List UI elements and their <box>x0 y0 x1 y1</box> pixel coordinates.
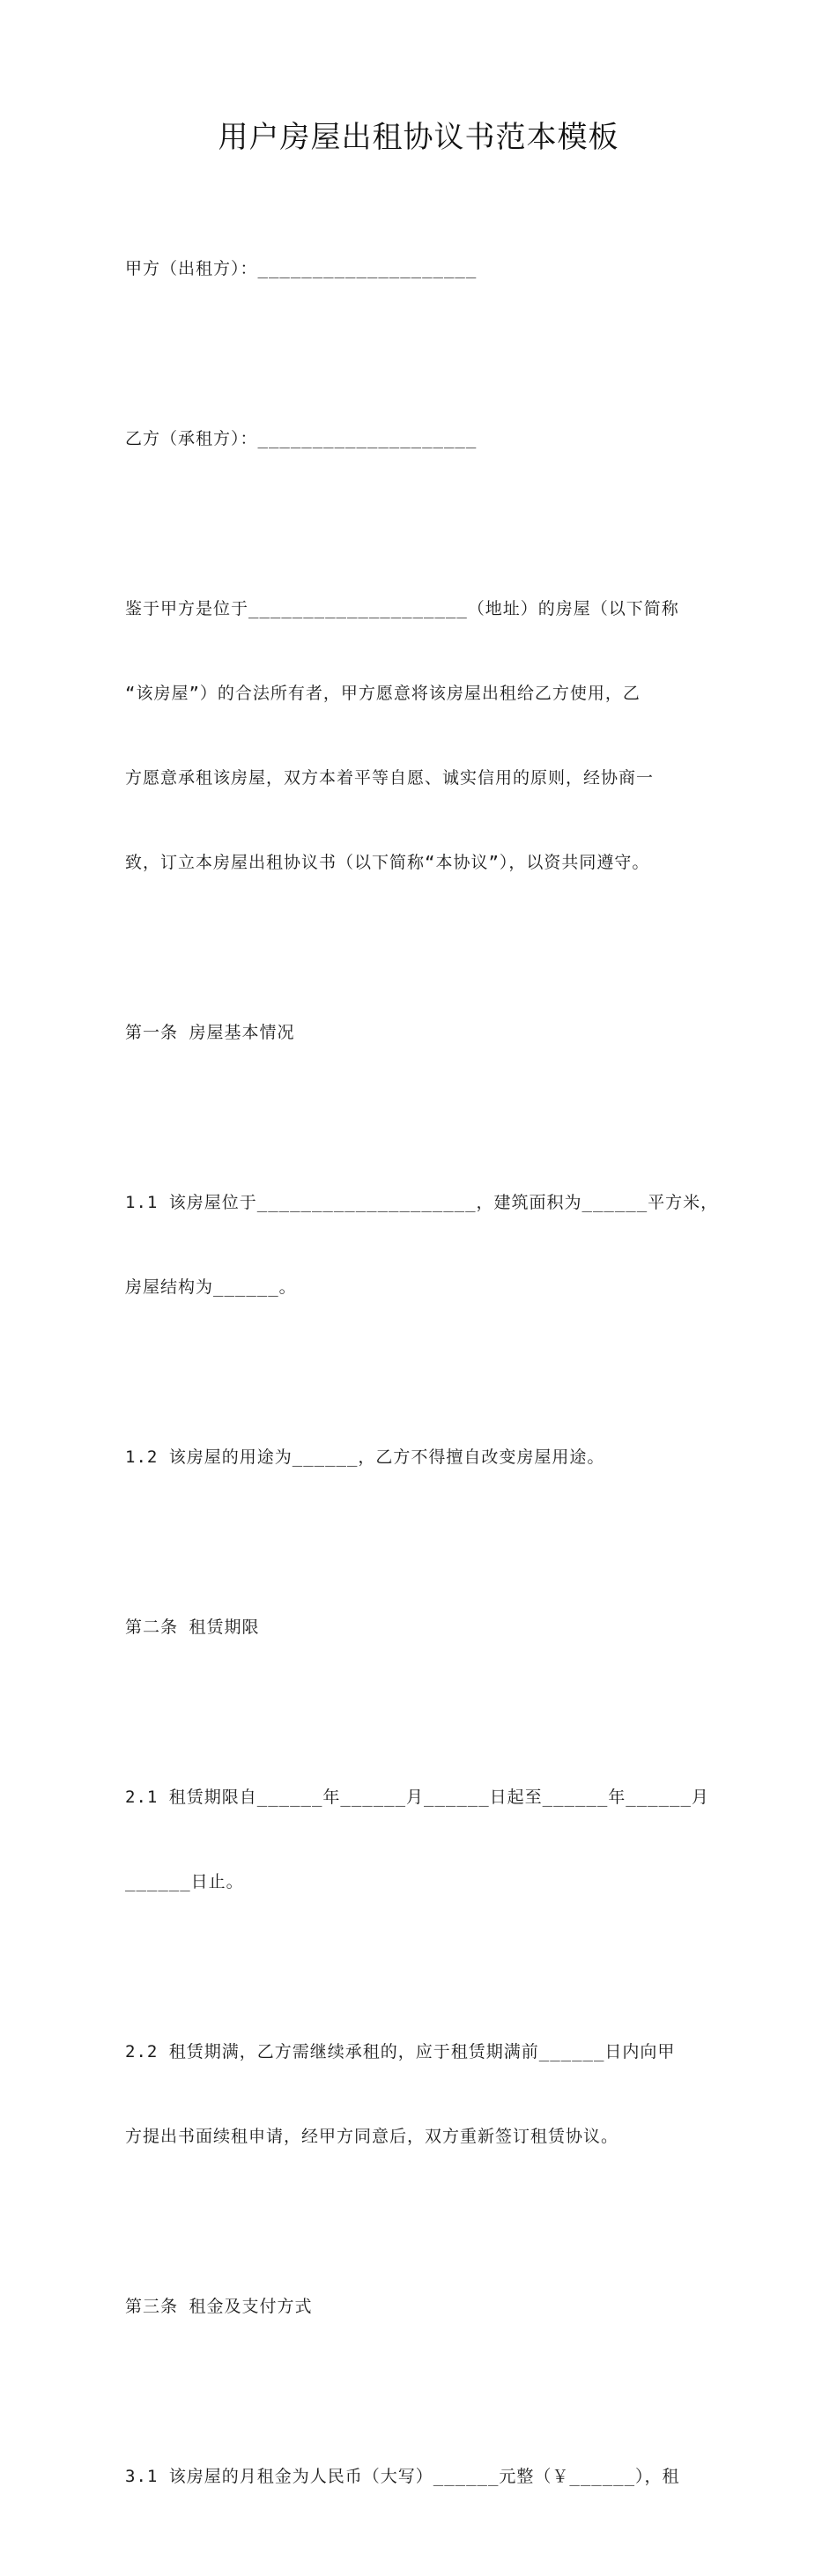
clause-paragraph <box>125 1981 733 2207</box>
clause-paragraph <box>125 2406 733 2547</box>
clause-paragraph <box>125 1387 733 1528</box>
text-line: 乙方（承租方）：____________________ <box>125 429 478 448</box>
text-line: 第一条 房屋基本情况 <box>125 1023 295 1042</box>
text-line: 第三条 租金及支付方式 <box>125 2297 313 2316</box>
party-b-line <box>125 368 733 509</box>
article-heading <box>125 962 733 1103</box>
text-line: 2.2 租赁期满，乙方需继续承租的，应于租赁期满前______日内向甲 <box>125 2042 676 2062</box>
text-line: 1.2 该房屋的用途为______，乙方不得擅自改变房屋用途。 <box>125 1447 605 1467</box>
text-line: 房屋结构为______。 <box>125 1277 297 1297</box>
page-title: 用户房屋出租协议书范本模板 <box>218 120 619 155</box>
text-line: 第二条 租赁期限 <box>125 1617 260 1637</box>
text-line: ______日止。 <box>125 1872 244 1891</box>
text-line: 2.1 租赁期限自______年______月______日起至______年______月 <box>125 1788 709 1807</box>
text-line: “该房屋”）的合法所有者，甲方愿意将该房屋出租给乙方使用，乙 <box>125 684 641 703</box>
preamble-paragraph <box>125 538 733 933</box>
party-a-line <box>125 198 733 339</box>
article-heading <box>125 2236 733 2377</box>
text-line: 3.1 该房屋的月租金为人民币（大写）______元整（￥______），租 <box>125 2467 680 2486</box>
text-line: 鉴于甲方是位于____________________（地址）的房屋（以下简称 <box>125 599 679 618</box>
text-line: 方提出书面续租申请，经甲方同意后，双方重新签订租赁协议。 <box>125 2127 619 2146</box>
clause-paragraph <box>125 1132 733 1358</box>
text-line: 1.1 该房屋位于____________________，建筑面积为______平方米， <box>125 1193 719 1212</box>
document-body <box>125 198 733 2576</box>
text-line: 方愿意承租该房屋，双方本着平等自愿、诚实信用的原则，经协商一 <box>125 768 655 788</box>
article-heading <box>125 1557 733 1698</box>
text-line: 甲方（出租方）：____________________ <box>125 259 478 278</box>
text-line: 致，订立本房屋出租协议书（以下简称“本协议”），以资共同遵守。 <box>125 853 650 872</box>
clause-paragraph <box>125 1727 733 1952</box>
